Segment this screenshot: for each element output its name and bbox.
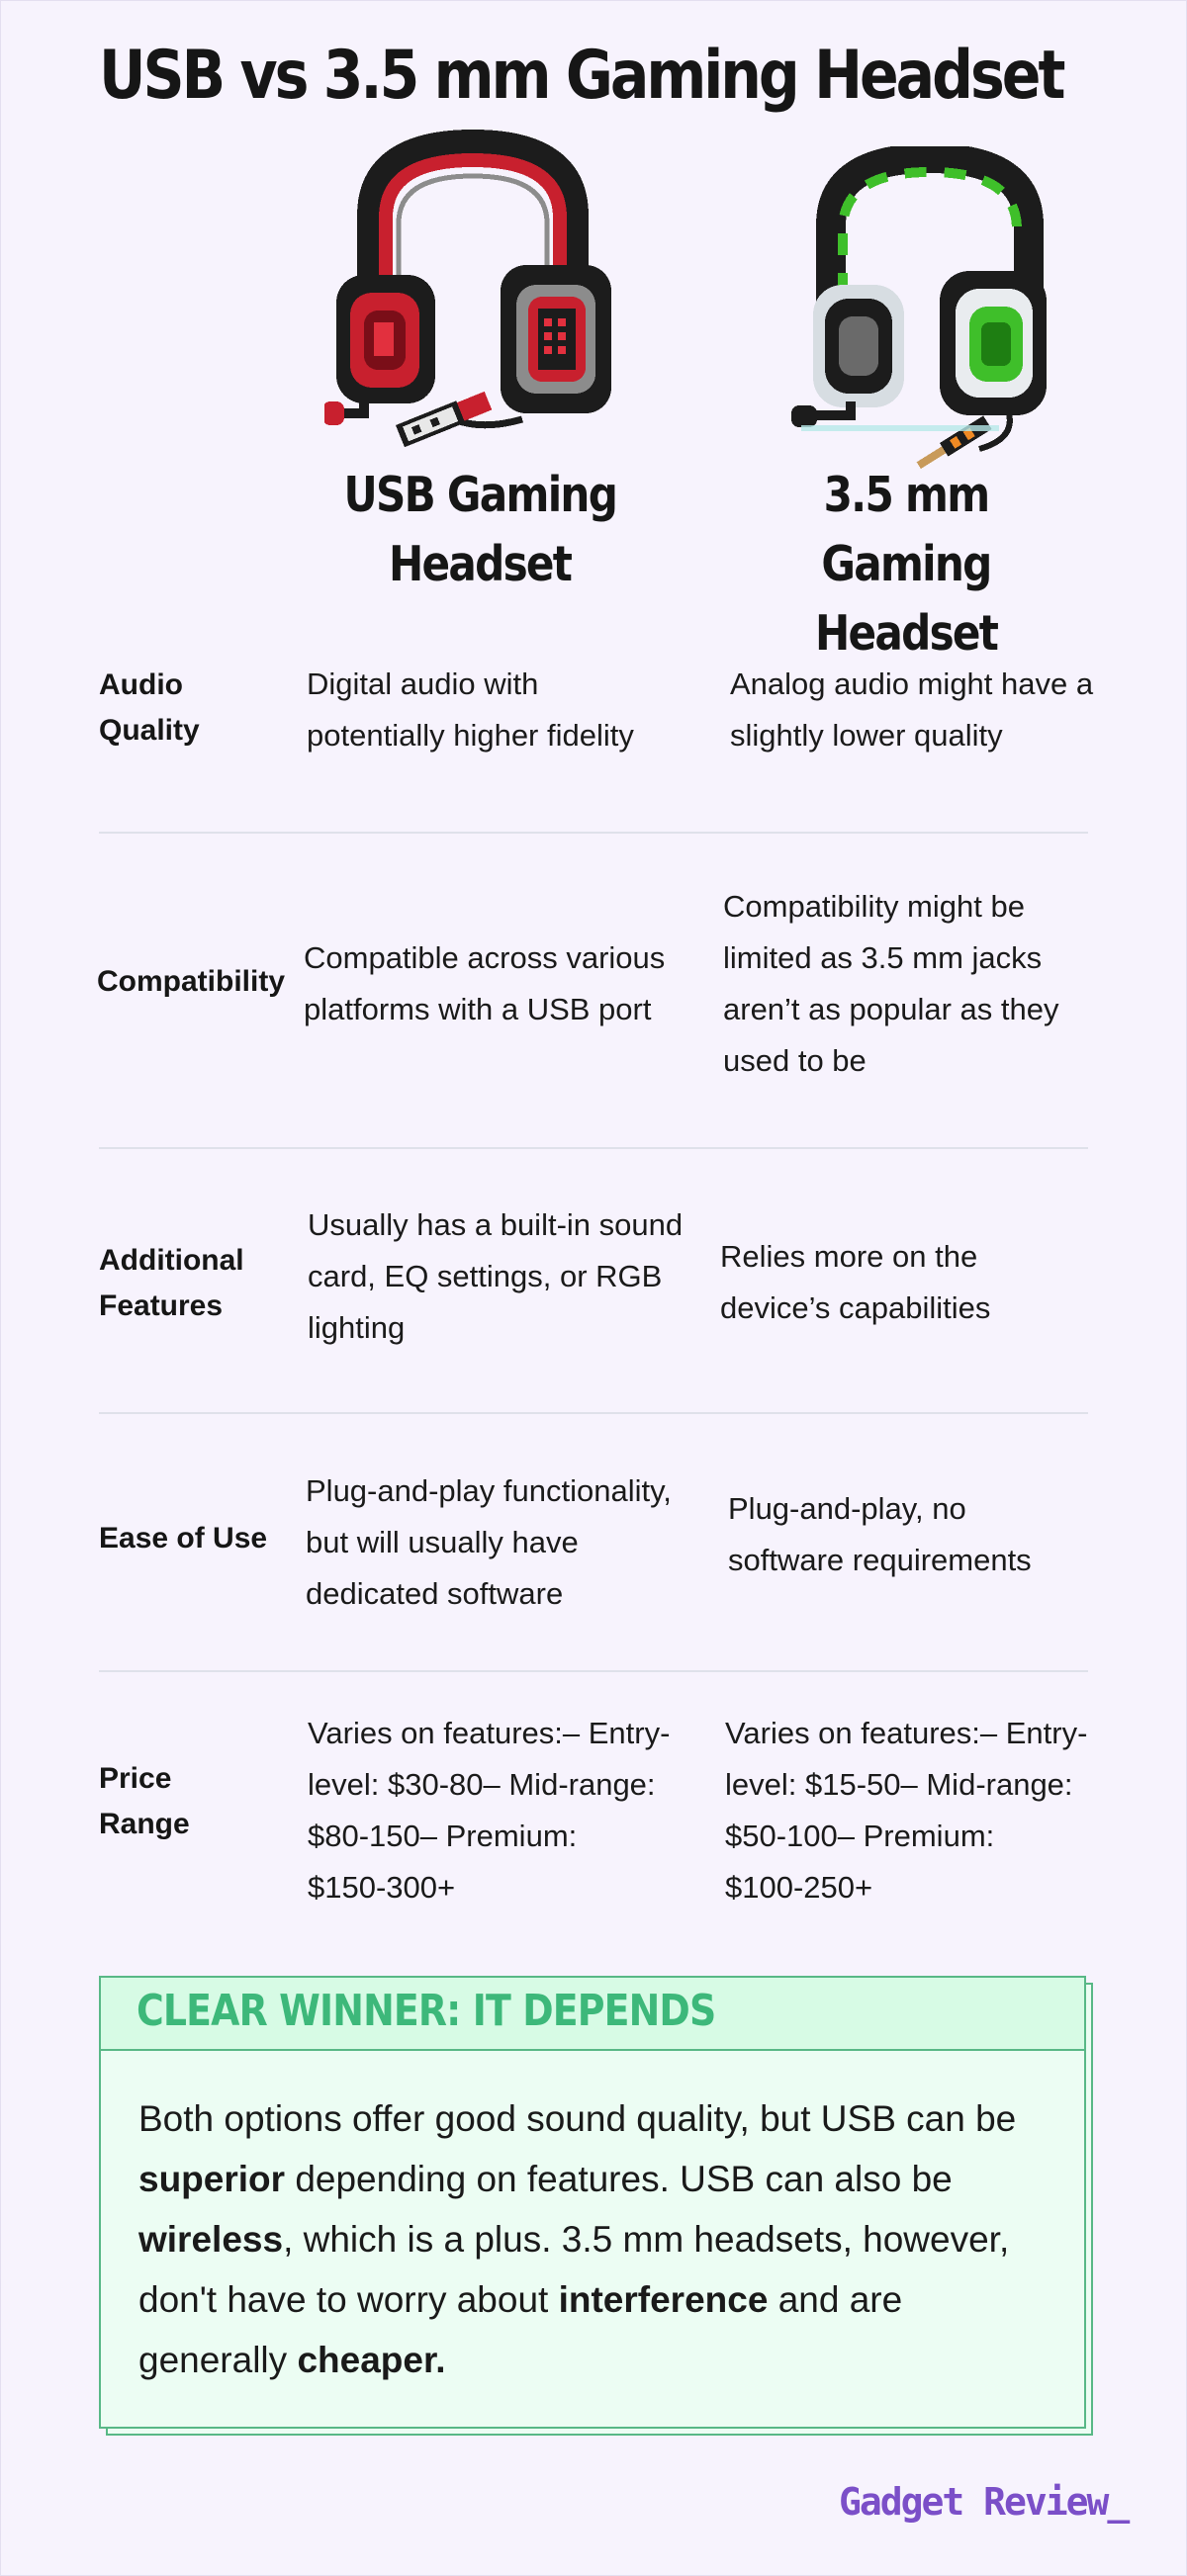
usb-compatibility: Compatible across various platforms with a USB port [304,940,666,1026]
row-label-ease-of-use: Ease of Use [99,1522,268,1554]
column-header-analog: 3.5 mm Gaming Headset [814,467,998,662]
column-header-usb: USB Gaming Headset [343,467,616,592]
row-label-price-range: Price Range [99,1762,190,1840]
winner-title: CLEAR WINNER: IT DEPENDS [137,1986,716,2036]
analog-compatibility: Compatibility might be limited as 3.5 mm jacks aren’t as popular as they used to be [723,889,1059,1078]
analog-additional-features: Relies more on the device’s capabilities [720,1239,991,1325]
page-title: USB vs 3.5 mm Gaming Headset [99,37,1063,115]
row-divider [99,1147,1088,1149]
brand-logo: Gadget Review_ [839,2480,1129,2524]
row-divider [99,832,1088,834]
row-label-audio-quality: Audio Quality [99,668,200,747]
usb-additional-features: Usually has a built-in sound card, EQ settings, or RGB lighting [308,1207,684,1345]
row-label-compatibility: Compatibility [97,965,286,998]
row-divider [99,1670,1088,1672]
usb-ease-of-use: Plug-and-play functionality, but will usually have dedicated software [306,1473,672,1611]
row-divider [99,1412,1088,1414]
row-label-additional-features: Additional Features [99,1244,244,1322]
analog-headset-icon [791,146,1068,473]
winner-box [99,1976,1086,2429]
winner-text: Both options offer good sound quality, but USB can be superior depending on features. USB can also be wireless, which is a plus. 3.5 mm headsets, however, don't have to worry about interference and are generally cheaper. [138,2098,1017,2380]
winner-header [101,1978,1084,2051]
analog-ease-of-use: Plug-and-play, no software requirements [728,1491,1032,1577]
usb-headset-icon [324,127,621,453]
usb-price-range: Varies on features:– Entry- level: $30-80– Mid-range: $80-150– Premium: $150-300+ [308,1716,671,1905]
analog-price-range: Varies on features:– Entry- level: $15-50– Mid-range: $50-100– Premium: $100-250+ [725,1716,1088,1905]
usb-audio-quality: Digital audio with potentially higher fidelity [307,666,634,753]
analog-audio-quality: Analog audio might have a slightly lower quality [730,666,1094,753]
